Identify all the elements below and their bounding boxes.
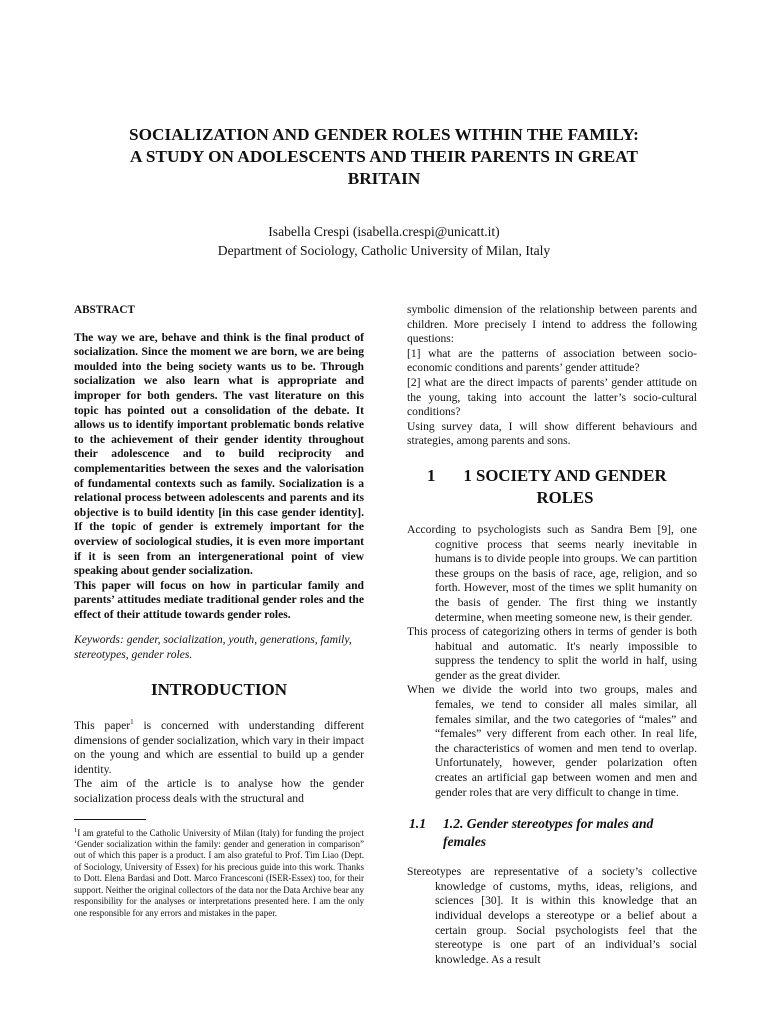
footnote-marker: 1 — [130, 718, 134, 727]
subsection-title: 1.2. Gender stereotypes for males and females — [443, 816, 654, 850]
body-paragraph: This process of categorizing others in terms of gender is both habitual and automatic. It's nearly impossible to suppress the tendency to split the world in half, using gender as the great divider. — [407, 625, 697, 682]
body-paragraph: Stereotypes are representative of a society’s collective knowledge of customs, myths, ideas, religions, and sciences [30]. It is within this knowledge that an individual develops a stereotype or a belief about a certain group. Social psychologists feel that the stereotype is one part of an individual’s social knowledge. As a result — [407, 865, 697, 966]
left-column — [74, 303, 364, 919]
intro-text-rest: is concerned with understanding different dimensions of gender socialization, which vary in their impact on the young and which are essential to build up a gender identity. — [74, 719, 364, 776]
title-line: A STUDY ON ADOLESCENTS AND THEIR PARENTS IN GREAT — [130, 147, 638, 166]
paper-title — [90, 124, 678, 190]
intro-text-start: This paper — [74, 719, 131, 733]
footnote — [74, 825, 364, 919]
body-paragraph: According to psychologists such as Sandra Bem [9], one cognitive process that seems nearly inevitable in humans is to divide people into groups. We can partition these groups on the basis of race, age, religion, and so forth. However, most of the times we split humanity on the basis of gender. The first thing we instantly determine, when meeting someone new, is their gender. — [407, 522, 697, 624]
body-paragraph: When we divide the world into two groups, males and females, we tend to consider all males similar, all females similar, and the two categories of “males” and “females” very different from each other. In real life, the characteristics of women and men tend to overlap. Unfortunately, however, gender polarization often creates an artificial gap between women and men and gender roles that are very difficult to change in time. — [407, 683, 697, 799]
introduction-heading: INTRODUCTION — [150, 679, 288, 699]
author-name: Isabella Crespi (isabella.crespi@unicatt.it) — [268, 224, 500, 239]
right-column — [407, 303, 697, 967]
body-paragraph: symbolic dimension of the relationship between parents and children. More precisely I intend to address the following questions: — [407, 303, 697, 346]
title-line: SOCIALIZATION AND GENDER ROLES WITHIN THE FAMILY: — [129, 125, 639, 144]
abstract-heading: ABSTRACT — [74, 304, 135, 316]
abstract-paragraph: This paper will focus on how in particular family and parents’ attitudes mediate traditional gender roles and the effect of their attitude towards gender roles. — [74, 578, 364, 621]
author-block — [90, 222, 678, 260]
section-number: 1 — [427, 465, 436, 485]
introduction-paragraph — [74, 715, 364, 777]
title-line: BRITAIN — [347, 169, 421, 188]
body-paragraph: Using survey data, I will show different behaviours and strategies, among parents and sons. — [407, 419, 697, 448]
research-question: [1] what are the patterns of association between socio-economic conditions and parents’ gender attitude? — [407, 346, 697, 375]
footnote-number: 1 — [74, 826, 78, 834]
research-question: [2] what are the direct impacts of parents’ gender attitude on the young, taking into account the latter’s socio-cultural conditions? — [407, 375, 697, 419]
footnote-text: I am grateful to the Catholic University of Milan (Italy) for funding the project ‘Gender socialization within the family: gender and generation in comparison” out of which this paper is a product. I am also grateful to Prof. Tim Liao (Dept. of Sociology, University of Essex) for his precious guide into this work. Thanks to Dott. Elena Bardasi and Dott. Marco Francesconi (ISER-Essex) too, for their support. Neither the original collectors of the data nor the Data Archive bear any responsibility for the analyses or interpretations presented here. I am the only one responsible for any errors and mistakes in the paper. — [74, 827, 364, 918]
subsection-number: 1.1 — [409, 816, 426, 832]
keywords: Keywords: gender, socialization, youth, generations, family, stereotypes, gender roles. — [74, 633, 352, 662]
section-title: 1 SOCIETY AND GENDER ROLES — [463, 465, 667, 507]
introduction-paragraph: The aim of the article is to analyse how the gender socialization process deals with the structural and — [74, 777, 364, 806]
abstract-paragraph: The way we are, behave and think is the final product of socialization. Since the moment we are born, we are being moulded into the being society wants us to be. Through socialization we also learn what is appropriate and improper for both genders. The vast literature on this topic has pointed out a consolidation of the debate. It allows us to identify important problematic bonds relative to the achievement of their gender identity throughout their adolescence and to build reciprocity and complementarities between the sexes and the valorisation of fundamental contexts such as family. Socialization is a relational process between adolescents and parents and its objective is to build identity [in this case gender identity]. If the topic of gender is extremely important for the overview of sociological studies, it is even more important if it is seen from an intergenerational point of view speaking about gender socialization. — [74, 330, 364, 578]
author-affiliation: Department of Sociology, Catholic University of Milan, Italy — [217, 243, 551, 258]
section-heading — [407, 465, 697, 509]
subsection-heading — [407, 815, 697, 851]
footnote-rule — [74, 819, 146, 820]
